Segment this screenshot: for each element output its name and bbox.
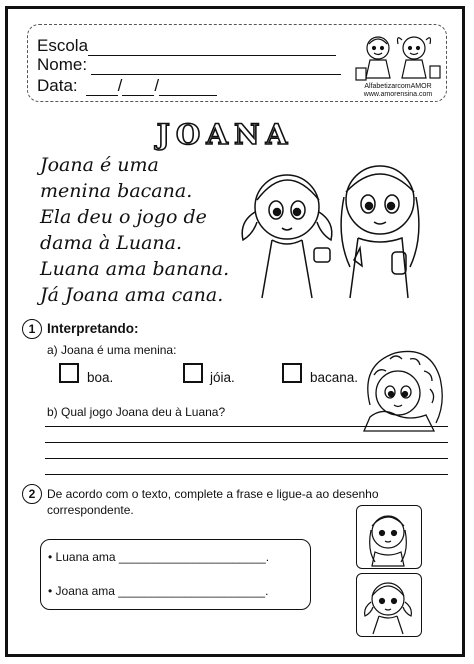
name-row <box>37 55 341 75</box>
option-joia-checkbox[interactable] <box>183 363 203 383</box>
poem-line: Joana é uma <box>40 154 159 176</box>
date-label: Data: <box>37 76 78 95</box>
date-month-field[interactable] <box>122 81 154 96</box>
section-2-instruction-line1: De acordo com o texto, complete a frase e ligue-a ao desenho <box>47 487 379 501</box>
question-b: b) Qual jogo Joana deu à Luana? <box>47 405 226 419</box>
option-joia-label: jóia. <box>210 370 235 385</box>
sentence-luana-text: Luana ama ______________________. <box>55 550 270 564</box>
option-boa-label: boa. <box>87 370 114 385</box>
option-bacana-checkbox[interactable] <box>282 363 302 383</box>
poem-line: dama à Luana. <box>40 232 183 254</box>
sentence-joana[interactable]: • Joana ama ______________________. <box>48 584 269 598</box>
answer-line-4[interactable] <box>45 474 448 475</box>
joana-face-icon <box>357 574 420 635</box>
logo-text-line2: www.amorensina.com <box>363 91 433 98</box>
date-row <box>37 76 217 96</box>
two-girls-illustration <box>232 152 432 302</box>
option-bacana-label: bacana. <box>310 370 359 385</box>
name-field[interactable] <box>91 60 341 75</box>
section-2-instruction-line2: correspondente. <box>47 503 134 517</box>
date-separator: / <box>154 76 160 95</box>
date-year-field[interactable] <box>159 81 217 96</box>
sentence-luana[interactable]: • Luana ama ______________________. <box>48 550 270 564</box>
logo-text <box>350 83 446 99</box>
luana-face-icon <box>357 506 420 567</box>
poem-line: Luana ama banana. <box>40 258 230 280</box>
option-boa-checkbox[interactable] <box>59 363 79 383</box>
page-title: JOANA <box>156 118 294 151</box>
answer-line-1[interactable] <box>45 426 448 427</box>
logo-text-line1: AlfabetizarcomAMOR <box>364 83 432 90</box>
joana-picture-box[interactable] <box>356 573 422 637</box>
answer-line-2[interactable] <box>45 442 448 443</box>
sentence-joana-text: Joana ama ______________________. <box>55 584 269 598</box>
poem-text <box>40 152 229 308</box>
school-field[interactable] <box>88 41 336 56</box>
poem-line: menina bacana. <box>40 180 193 202</box>
date-day-field[interactable] <box>86 81 118 96</box>
poem-line: Já Joana ama cana. <box>40 284 224 306</box>
curly-girl-illustration <box>350 345 450 435</box>
school-row <box>37 36 336 56</box>
name-label: Nome: <box>37 55 88 74</box>
section-1-number: 1 <box>22 319 42 339</box>
date-separator: / <box>117 76 123 95</box>
answer-line-3[interactable] <box>45 458 448 459</box>
school-label: Escola <box>37 36 89 55</box>
question-a: a) Joana é uma menina: <box>47 343 177 357</box>
section-1-title: Interpretando: <box>47 321 139 336</box>
section-2-number: 2 <box>22 484 42 504</box>
luana-picture-box[interactable] <box>356 505 422 569</box>
poem-line: Ela deu o jogo de <box>40 206 207 228</box>
